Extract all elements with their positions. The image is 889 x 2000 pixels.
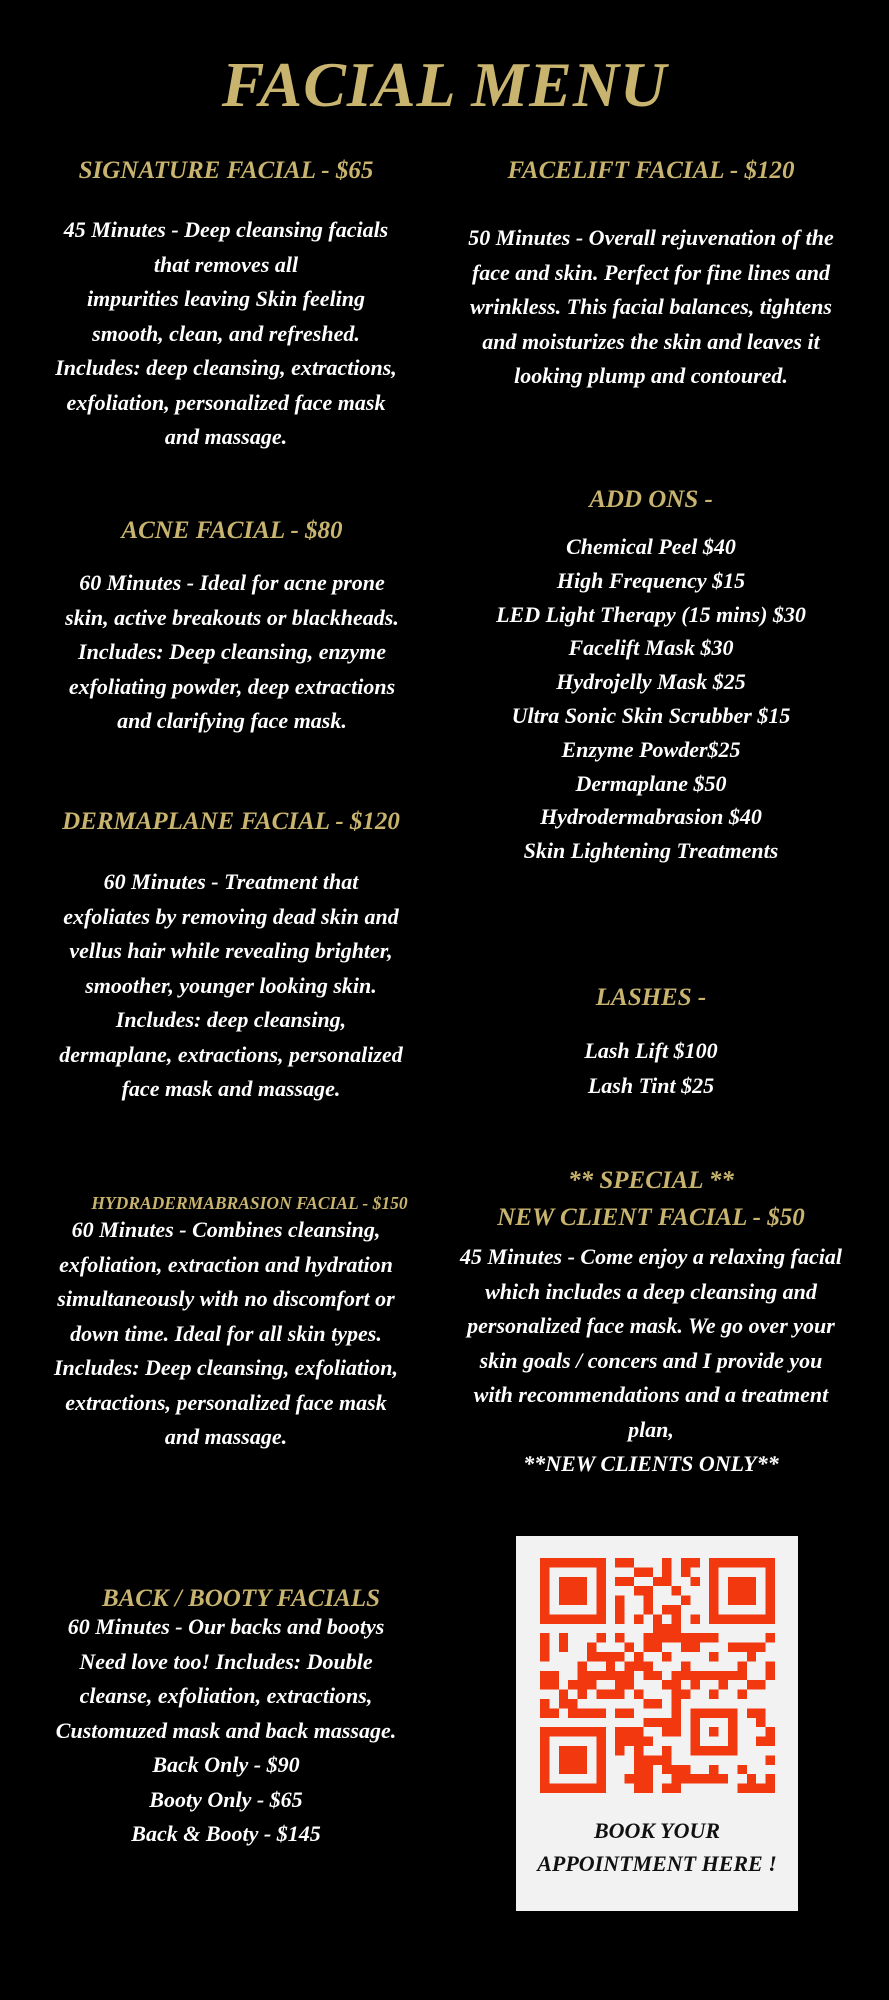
dermaplane-facial-section xyxy=(18,806,444,1107)
qr-module xyxy=(578,1708,587,1717)
hydradermabrasion-facial-heading: HYDRADERMABRASION FACIAL - $150 xyxy=(91,1193,408,1213)
qr-module xyxy=(766,1737,775,1746)
new-client-special-section xyxy=(433,1162,869,1482)
qr-module xyxy=(690,1774,699,1783)
qr-module xyxy=(681,1690,690,1699)
description-line: 60 Minutes - Treatment that xyxy=(103,869,359,894)
qr-module xyxy=(643,1765,652,1774)
qr-module xyxy=(615,1558,624,1567)
qr-module xyxy=(737,1690,746,1699)
qr-module xyxy=(662,1755,671,1764)
qr-module xyxy=(643,1699,652,1708)
description-line: Includes: Deep cleansing, enzyme xyxy=(78,639,386,664)
qr-module xyxy=(643,1596,652,1605)
qr-module xyxy=(672,1614,681,1623)
qr-module xyxy=(709,1690,718,1699)
description-line: 60 Minutes - Our backs and bootys xyxy=(67,1614,385,1639)
qr-module xyxy=(662,1624,671,1633)
qr-module xyxy=(653,1671,662,1680)
price-line: Back Only - $90 xyxy=(152,1752,300,1777)
qr-module xyxy=(596,1690,605,1699)
new-client-facial-heading: NEW CLIENT FACIAL - $50 xyxy=(497,1204,805,1231)
qr-module xyxy=(643,1605,652,1614)
qr-module xyxy=(653,1614,662,1623)
qr-module xyxy=(756,1680,765,1689)
qr-module xyxy=(587,1680,596,1689)
add-on-item: High Frequency $15 xyxy=(556,567,746,593)
qr-module xyxy=(681,1774,690,1783)
description-line: 60 Minutes - Combines cleansing, xyxy=(71,1217,381,1242)
special-heading: ** SPECIAL ** xyxy=(568,1167,734,1194)
new-clients-only-note: **NEW CLIENTS ONLY** xyxy=(523,1451,779,1476)
qr-module xyxy=(540,1652,549,1661)
qr-module xyxy=(568,1680,577,1689)
description-line: Includes: deep cleansing, xyxy=(115,1007,347,1032)
qr-module xyxy=(672,1765,681,1774)
add-on-item: Enzyme Powder$25 xyxy=(561,736,741,762)
qr-module xyxy=(540,1708,549,1717)
qr-module xyxy=(700,1671,709,1680)
qr-module xyxy=(700,1633,709,1642)
qr-module xyxy=(672,1633,681,1642)
hydradermabrasion-facial-description xyxy=(18,1213,434,1455)
qr-module xyxy=(756,1737,765,1746)
signature-facial-heading: SIGNATURE FACIAL - $65 xyxy=(78,157,374,184)
description-line: 45 Minutes - Deep cleansing facials xyxy=(63,217,389,242)
qr-module xyxy=(662,1558,671,1567)
qr-module xyxy=(756,1784,765,1793)
qr-module xyxy=(672,1586,681,1595)
qr-module xyxy=(643,1643,652,1652)
description-line: cleanse, exfoliation, extractions, xyxy=(79,1683,373,1708)
description-line: face mask and massage. xyxy=(121,1076,341,1101)
qr-module xyxy=(690,1577,699,1586)
description-line: which includes a deep cleansing and xyxy=(485,1278,817,1304)
qr-module xyxy=(681,1671,690,1680)
description-line: smoother, younger looking skin. xyxy=(85,972,377,998)
qr-module xyxy=(672,1690,681,1699)
qr-module xyxy=(643,1586,652,1595)
qr-module xyxy=(747,1680,756,1689)
qr-module xyxy=(615,1652,624,1661)
qr-module xyxy=(549,1671,558,1680)
qr-module xyxy=(662,1680,671,1689)
dermaplane-facial-heading: DERMAPLANE FACIAL - $120 xyxy=(62,808,400,835)
qr-module xyxy=(662,1577,671,1586)
add-on-item: Chemical Peel $40 xyxy=(566,534,736,559)
qr-module xyxy=(634,1586,643,1595)
booking-caption-line: BOOK YOUR xyxy=(593,1818,721,1843)
qr-module xyxy=(681,1765,690,1774)
description-line: and massage. xyxy=(164,1424,288,1449)
lashes-list xyxy=(433,1034,869,1103)
qr-module xyxy=(662,1652,671,1661)
qr-module xyxy=(662,1567,671,1576)
qr-module xyxy=(587,1671,596,1680)
qr-module xyxy=(653,1643,662,1652)
qr-module xyxy=(568,1708,577,1717)
qr-module xyxy=(672,1708,681,1717)
qr-module xyxy=(681,1596,690,1605)
qr-module xyxy=(559,1633,568,1642)
add-on-item: Ultra Sonic Skin Scrubber $15 xyxy=(511,702,791,728)
qr-module xyxy=(643,1633,652,1642)
description-line: Customuzed mask and back massage. xyxy=(55,1717,397,1743)
qr-module xyxy=(653,1718,662,1727)
qr-module xyxy=(559,1690,568,1699)
description-line: with recommendations and a treatment xyxy=(473,1382,829,1407)
add-on-item: Hydrojelly Mask $25 xyxy=(556,669,746,695)
qr-module xyxy=(719,1671,728,1680)
booking-caption[interactable] xyxy=(516,1814,798,1880)
qr-module xyxy=(634,1765,643,1774)
description-line: extractions, personalized face mask xyxy=(65,1389,387,1415)
qr-module xyxy=(615,1737,624,1746)
description-line: looking plump and contoured. xyxy=(514,363,788,388)
qr-module xyxy=(747,1652,756,1661)
add-ons-heading: ADD ONS - xyxy=(589,486,713,513)
qr-module xyxy=(766,1661,775,1670)
lashes-section xyxy=(433,982,869,1103)
qr-module xyxy=(690,1643,699,1652)
qr-module xyxy=(625,1661,634,1670)
qr-module xyxy=(596,1671,605,1680)
qr-module xyxy=(709,1633,718,1642)
qr-module xyxy=(643,1755,652,1764)
qr-module xyxy=(540,1643,549,1652)
description-line: skin goals / concers and I provide you xyxy=(479,1347,823,1373)
qr-module xyxy=(681,1643,690,1652)
facelift-facial-description xyxy=(433,221,869,394)
qr-module xyxy=(643,1784,652,1793)
back-booty-facials-heading: BACK / BOOTY FACIALS xyxy=(101,1585,381,1612)
lash-item: Lash Lift $100 xyxy=(584,1038,718,1063)
qr-module xyxy=(653,1755,662,1764)
qr-module xyxy=(672,1624,681,1633)
description-line: Includes: deep cleansing, extractions, xyxy=(55,355,397,380)
qr-module xyxy=(672,1680,681,1689)
lashes-heading: LASHES - xyxy=(595,984,707,1011)
qr-module xyxy=(578,1690,587,1699)
description-line: exfoliates by removing dead skin and xyxy=(63,903,399,929)
add-on-item: Hydrodermabrasion $40 xyxy=(540,804,762,830)
qr-module xyxy=(737,1643,746,1652)
back-booty-facials-description xyxy=(18,1610,434,1852)
qr-module xyxy=(606,1690,615,1699)
qr-module xyxy=(615,1633,624,1642)
qr-module xyxy=(578,1671,587,1680)
price-line: Back & Booty - $145 xyxy=(131,1821,321,1846)
qr-module xyxy=(625,1577,634,1586)
qr-module xyxy=(625,1774,634,1783)
qr-module xyxy=(625,1643,634,1652)
qr-module xyxy=(540,1699,549,1708)
description-line: exfoliation, extraction and hydration xyxy=(59,1251,393,1277)
qr-module xyxy=(596,1652,605,1661)
description-line: and massage. xyxy=(164,424,288,449)
description-line: wrinkless. This facial balances, tightens xyxy=(470,294,832,319)
qr-module xyxy=(662,1746,671,1755)
qr-module xyxy=(625,1737,634,1746)
qr-module xyxy=(766,1755,775,1764)
description-line: dermaplane, extractions, personalized xyxy=(59,1041,403,1067)
qr-module xyxy=(681,1567,690,1576)
qr-module xyxy=(559,1699,568,1708)
qr-module xyxy=(737,1671,746,1680)
description-line: simultaneously with no discomfort or xyxy=(57,1286,395,1311)
qr-module xyxy=(719,1774,728,1783)
qr-module xyxy=(747,1784,756,1793)
qr-module xyxy=(709,1652,718,1661)
qr-module xyxy=(549,1708,558,1717)
qr-module xyxy=(653,1577,662,1586)
qr-module xyxy=(634,1661,643,1670)
qr-module xyxy=(634,1755,643,1764)
description-line: vellus hair while revealing brighter, xyxy=(69,938,393,963)
qr-module xyxy=(606,1652,615,1661)
qr-module xyxy=(540,1671,549,1680)
qr-module xyxy=(540,1633,549,1642)
description-line: and clarifying face mask. xyxy=(117,708,347,733)
qr-module xyxy=(766,1774,775,1783)
qr-module xyxy=(615,1596,624,1605)
qr-module xyxy=(634,1567,643,1576)
qr-module xyxy=(690,1633,699,1642)
qr-module xyxy=(662,1727,671,1736)
qr-module xyxy=(587,1652,596,1661)
description-line: exfoliation, personalized face mask xyxy=(66,389,386,415)
qr-module xyxy=(634,1737,643,1746)
description-line: 60 Minutes - Ideal for acne prone xyxy=(79,570,385,595)
qr-module xyxy=(681,1558,690,1567)
qr-module xyxy=(756,1708,765,1717)
qr-module xyxy=(662,1633,671,1642)
qr-module xyxy=(681,1661,690,1670)
qr-module xyxy=(643,1567,652,1576)
qr-module xyxy=(643,1718,652,1727)
description-line: smooth, clean, and refreshed. xyxy=(92,320,360,346)
add-on-item: Skin Lightening Treatments xyxy=(523,838,779,864)
description-line: skin, active breakouts or blackheads. xyxy=(65,604,399,630)
qr-module xyxy=(568,1699,577,1708)
qr-module xyxy=(709,1671,718,1680)
qr-module xyxy=(690,1614,699,1623)
qr-module xyxy=(596,1633,605,1642)
qr-module xyxy=(606,1671,615,1680)
description-line: Includes: Deep cleansing, exfoliation, xyxy=(53,1355,399,1380)
qr-module xyxy=(700,1774,709,1783)
add-on-item: LED Light Therapy (15 mins) $30 xyxy=(496,601,806,627)
back-booty-facials-section xyxy=(18,1583,434,1852)
qr-module xyxy=(625,1671,634,1680)
qr-module xyxy=(615,1690,624,1699)
qr-module xyxy=(549,1680,558,1689)
qr-module xyxy=(587,1643,596,1652)
description-line: 50 Minutes - Overall rejuvenation of the xyxy=(468,225,834,250)
description-line: plan, xyxy=(628,1416,674,1442)
qr-module xyxy=(634,1652,643,1661)
qr-module xyxy=(728,1643,737,1652)
add-on-item: Dermaplane $50 xyxy=(575,770,727,796)
qr-module xyxy=(653,1699,662,1708)
qr-module xyxy=(672,1671,681,1680)
qr-module xyxy=(615,1577,624,1586)
qr-module xyxy=(766,1727,775,1736)
qr-module xyxy=(690,1671,699,1680)
qr-module xyxy=(634,1727,643,1736)
description-line: personalized face mask. We go over your xyxy=(467,1313,835,1338)
booking-qr-panel[interactable] xyxy=(516,1536,798,1911)
acne-facial-description xyxy=(18,566,446,739)
qr-module xyxy=(540,1680,549,1689)
qr-module xyxy=(662,1605,671,1614)
qr-module xyxy=(634,1784,643,1793)
qr-module xyxy=(587,1708,596,1717)
qr-module xyxy=(615,1605,624,1614)
signature-facial-description xyxy=(18,213,434,455)
qr-module xyxy=(766,1671,775,1680)
acne-facial-section xyxy=(18,515,446,739)
qr-module xyxy=(615,1708,624,1717)
qr-module xyxy=(672,1605,681,1614)
qr-module xyxy=(766,1633,775,1642)
qr-module xyxy=(747,1774,756,1783)
description-line: down time. Ideal for all skin types. xyxy=(70,1320,382,1346)
qr-module xyxy=(578,1680,587,1689)
description-line: and moisturizes the skin and leaves it xyxy=(482,328,820,354)
qr-module xyxy=(728,1671,737,1680)
qr-module xyxy=(625,1680,634,1689)
description-line: that removes all xyxy=(153,251,299,277)
qr-module xyxy=(662,1765,671,1774)
qr-module xyxy=(681,1633,690,1642)
qr-module xyxy=(719,1680,728,1689)
facelift-facial-heading: FACELIFT FACIAL - $120 xyxy=(507,157,795,184)
qr-module xyxy=(615,1671,624,1680)
qr-module xyxy=(643,1671,652,1680)
qr-module xyxy=(672,1784,681,1793)
qr-module xyxy=(737,1661,746,1670)
booking-caption-line: APPOINTMENT HERE ! xyxy=(537,1851,777,1876)
qr-module xyxy=(709,1765,718,1774)
qr-module xyxy=(596,1708,605,1717)
qr-module xyxy=(672,1727,681,1736)
qr-module xyxy=(737,1784,746,1793)
qr-module xyxy=(634,1614,643,1623)
qr-module xyxy=(615,1746,624,1755)
add-ons-section xyxy=(433,484,869,868)
add-ons-list xyxy=(433,530,869,868)
lash-item: Lash Tint $25 xyxy=(587,1072,715,1098)
qr-module xyxy=(578,1661,587,1670)
hydradermabrasion-facial-section xyxy=(18,1190,481,1455)
booking-qr-code[interactable] xyxy=(540,1558,775,1793)
acne-facial-heading: ACNE FACIAL - $80 xyxy=(121,517,343,544)
qr-module xyxy=(737,1765,746,1774)
qr-module xyxy=(672,1774,681,1783)
qr-module xyxy=(634,1746,643,1755)
qr-module xyxy=(606,1661,615,1670)
qr-module xyxy=(662,1784,671,1793)
qr-module xyxy=(615,1614,624,1623)
qr-module xyxy=(634,1690,643,1699)
qr-module xyxy=(653,1624,662,1633)
qr-module xyxy=(756,1718,765,1727)
dermaplane-facial-description xyxy=(18,865,444,1107)
qr-module xyxy=(625,1708,634,1717)
qr-module xyxy=(672,1718,681,1727)
qr-module xyxy=(615,1680,624,1689)
description-line: face and skin. Perfect for fine lines and xyxy=(471,259,831,285)
qr-module xyxy=(634,1774,643,1783)
qr-module xyxy=(690,1558,699,1567)
qr-module xyxy=(662,1718,671,1727)
new-client-facial-description xyxy=(433,1240,869,1482)
description-line: Need love too! Includes: Double xyxy=(79,1648,373,1674)
qr-module xyxy=(756,1643,765,1652)
qr-module xyxy=(672,1699,681,1708)
qr-module xyxy=(747,1708,756,1717)
page-title: FACIAL MENU xyxy=(221,49,668,120)
qr-module xyxy=(643,1661,652,1670)
add-on-item: Facelift Mask $30 xyxy=(568,635,734,661)
qr-module xyxy=(559,1643,568,1652)
facelift-facial-section xyxy=(433,155,869,394)
qr-module xyxy=(690,1680,699,1689)
qr-module xyxy=(615,1727,624,1736)
qr-module xyxy=(643,1774,652,1783)
qr-module xyxy=(625,1727,634,1736)
description-line: 45 Minutes - Come enjoy a relaxing facial xyxy=(460,1244,842,1269)
qr-module xyxy=(625,1558,634,1567)
description-line: exfoliating powder, deep extractions xyxy=(68,673,396,699)
signature-facial-section xyxy=(18,155,434,455)
description-line: impurities leaving Skin feeling xyxy=(86,286,366,311)
qr-module xyxy=(747,1643,756,1652)
qr-module xyxy=(643,1737,652,1746)
qr-module xyxy=(709,1774,718,1783)
qr-module xyxy=(653,1633,662,1642)
qr-module xyxy=(766,1784,775,1793)
price-line: Booty Only - $65 xyxy=(149,1786,303,1812)
